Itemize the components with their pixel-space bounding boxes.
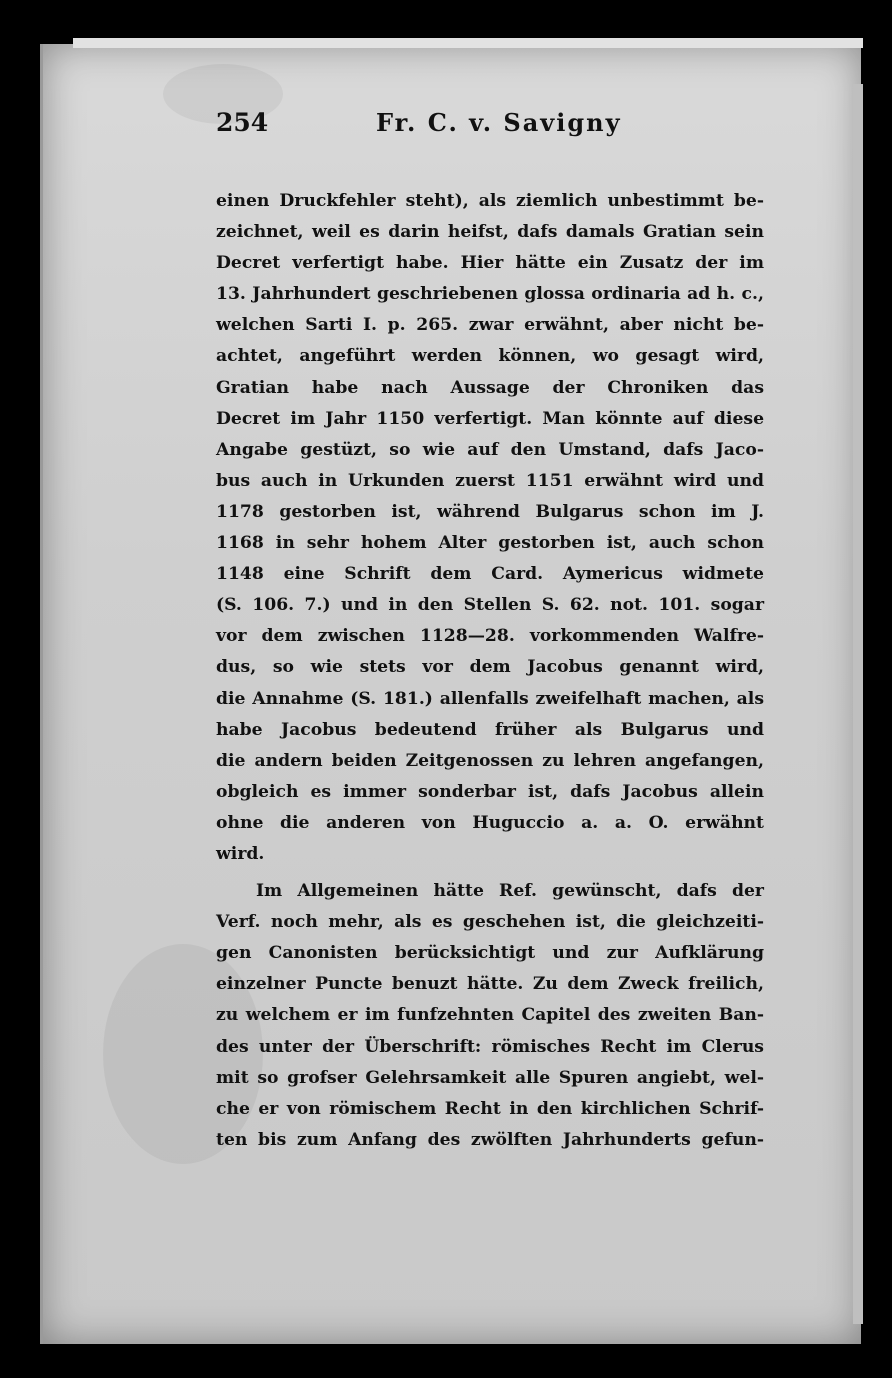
text-line: Verf. noch mehr, als es geschehen ist, die gleichzeiti- — [216, 912, 764, 933]
text-line: Gratian habe nach Aussage der Chroniken das — [216, 377, 764, 398]
text-line: einen Druckfehler steht), als ziemlich unbestimmt be- — [216, 191, 764, 211]
text-line: Decret im Jahr 1150 verfertigt. Man könnte auf diese — [216, 408, 764, 429]
paragraph — [216, 186, 764, 870]
text-line: des unter der Überschrift: römisches Recht im Clerus — [216, 1036, 764, 1057]
text-line: (S. 106. 7.) und in den Stellen S. 62. not. 101. sogar — [216, 595, 764, 616]
text-line: 1168 in sehr hohem Alter gestorben ist, auch schon — [216, 533, 764, 554]
text-line: die Annahme (S. 181.) allenfalls zweifelhaft machen, als — [216, 688, 764, 709]
text-line: Decret verfertigt habe. Hier hätte ein Zusatz der im — [216, 253, 764, 274]
paragraph — [216, 876, 764, 1156]
text-line: Im Allgemeinen hätte Ref. gewünscht, dafs der — [256, 881, 764, 902]
text-line: habe Jacobus bedeutend früher als Bulgarus und — [216, 719, 764, 740]
page-edge — [853, 84, 863, 1324]
text-line: che er von römischem Recht in den kirchlichen Schrif- — [216, 1098, 764, 1119]
page-header — [216, 108, 756, 142]
running-head: Fr. C. v. Savigny — [376, 108, 622, 137]
text-line: ohne die anderen von Huguccio a. a. O. erwähnt — [216, 812, 764, 833]
text-line: dus, so wie stets vor dem Jacobus genannt wird, — [216, 657, 764, 678]
text-line: die andern beiden Zeitgenossen zu lehren angefangen, — [216, 750, 764, 771]
page-number: 254 — [216, 108, 269, 137]
text-line: welchen Sarti I. p. 265. zwar erwähnt, aber nicht be- — [216, 315, 764, 336]
text-line: Angabe gestüzt, so wie auf den Umstand, dafs Jaco- — [216, 439, 764, 460]
text-line: 1178 gestorben ist, während Bulgarus schon im J. — [216, 501, 764, 522]
text-line: zu welchem er im funfzehnten Capitel des zweiten Ban- — [216, 1005, 764, 1026]
text-line: gen Canonisten berücksichtigt und zur Aufklärung — [216, 943, 764, 964]
body-text — [216, 186, 764, 1156]
text-line: bus auch in Urkunden zuerst 1151 erwähnt wird und — [216, 470, 764, 491]
text-line: wird. — [216, 843, 265, 864]
text-line: einzelner Puncte benuzt hätte. Zu dem Zweck freilich, — [216, 974, 764, 995]
text-line: 13. Jahrhundert geschriebenen glossa ordinaria ad h. c., — [216, 284, 764, 305]
text-line: zeichnet, weil es darin heifst, dafs damals Gratian sein — [216, 222, 764, 243]
text-line: obgleich es immer sonderbar ist, dafs Jacobus allein — [216, 781, 764, 802]
text-line: vor dem zwischen 1128—28. vorkommenden Walfre- — [216, 626, 764, 647]
text-line: 1148 eine Schrift dem Card. Aymericus widmete — [216, 564, 764, 585]
text-line: ten bis zum Anfang des zwölften Jahrhunderts gefun- — [216, 1129, 764, 1150]
text-line: achtet, angeführt werden können, wo gesagt wird, — [216, 346, 764, 367]
text-line: mit so grofser Gelehrsamkeit alle Spuren angiebt, wel- — [216, 1067, 764, 1088]
